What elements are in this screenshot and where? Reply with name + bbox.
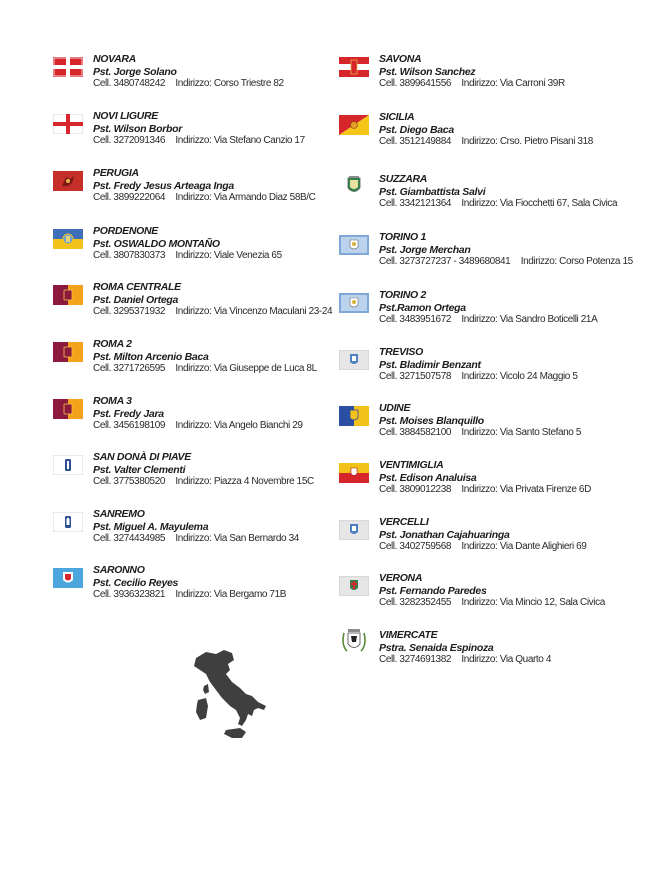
treviso-flag-icon	[339, 350, 369, 370]
phone-number[interactable]: 3274691382	[399, 654, 452, 665]
pastor-name: Pst. Valter Clementi	[93, 463, 186, 476]
address: Via Giuseppe de Luca 8L	[213, 363, 317, 374]
pastor-name: Pst. Moises Blanquillo	[379, 414, 484, 427]
city-name: VERCELLI	[379, 516, 429, 528]
phone-number[interactable]: 3899222064	[113, 192, 166, 203]
italy-map-icon	[188, 648, 270, 749]
city-name: TORINO 2	[379, 289, 426, 301]
roma-flag-icon	[53, 285, 83, 305]
san-dona-flag-icon	[53, 455, 83, 475]
city-name: VERONA	[379, 572, 423, 584]
pastor-name: Pst. Jorge Solano	[93, 65, 177, 78]
pastor-name: Pst. Fredy Jesus Arteaga Inga	[93, 179, 234, 192]
contact-details: Cell. 3809012238 Indirizzo: Via Privata Firenze 6D	[379, 484, 591, 495]
phone-number[interactable]: 3456198109	[113, 420, 166, 431]
pastor-name: Pst. Milton Arcenio Baca	[93, 350, 209, 363]
address: Via Santo Stefano 5	[499, 427, 582, 438]
address: Via Carroni 39R	[499, 78, 565, 89]
contact-details: Cell. 3807830373 Indirizzo: Viale Venezia 65	[93, 250, 282, 261]
contact-details: Cell. 3483951672 Indirizzo: Via Sandro Boticelli 21A	[379, 314, 598, 325]
pastor-name: Pst. Miguel A. Mayulema	[93, 520, 209, 533]
perugia-flag-icon	[53, 171, 83, 191]
pordenone-flag-icon	[53, 229, 83, 249]
phone-number[interactable]: 3274434985	[113, 533, 166, 544]
phone-number[interactable]: 3282352455	[399, 597, 452, 608]
city-name: UDINE	[379, 402, 411, 414]
address: Corso Potenza 15	[559, 256, 633, 267]
contact-details: Cell. 3402759568 Indirizzo: Via Dante Alighieri 69	[379, 541, 587, 552]
phone-number[interactable]: 3295371932	[113, 306, 166, 317]
contact-details: Cell. 3295371932 Indirizzo: Via Vincenzo Maculani 23-24	[93, 306, 333, 317]
contact-details: Cell. 3271726595 Indirizzo: Via Giuseppe de Luca 8L	[93, 363, 317, 374]
phone-number[interactable]: 3809012238	[399, 484, 452, 495]
contact-details: Cell. 3274691382 Indirizzo: Via Quarto 4	[379, 654, 551, 665]
novi-ligure-flag-icon	[53, 114, 83, 134]
pastor-name: Pst. Fernando Paredes	[379, 584, 487, 597]
contact-details: Cell. 3899641556 Indirizzo: Via Carroni 39R	[379, 78, 565, 89]
address: Via Quarto 4	[499, 654, 551, 665]
contact-details: Cell. 3884582100 Indirizzo: Via Santo Stefano 5	[379, 427, 582, 438]
contact-details: Cell. 3899222064 Indirizzo: Via Armando Diaz 58B/C	[93, 192, 316, 203]
pastor-name: Pst. Bladimir Benzant	[379, 358, 481, 371]
address: Viale Venezia 65	[213, 250, 282, 261]
phone-number[interactable]: 3402759568	[399, 541, 452, 552]
contact-details: Cell. 3936323821 Indirizzo: Via Bergamo 71B	[93, 589, 287, 600]
contact-details: Cell. 3456198109 Indirizzo: Via Angelo Bianchi 29	[93, 420, 303, 431]
address: Via Privata Firenze 6D	[499, 484, 591, 495]
city-name: SAVONA	[379, 53, 422, 65]
pastor-name: Pst. Jorge Merchan	[379, 243, 471, 256]
torino-flag-icon	[339, 293, 369, 313]
pastor-name: Pst. OSWALDO MONTAÑO	[93, 237, 220, 250]
contact-details: Cell. 3282352455 Indirizzo: Via Mincio 12, Sala Civica	[379, 597, 605, 608]
city-name: TORINO 1	[379, 231, 426, 243]
address: Via Vincenzo Maculani 23-24	[213, 306, 333, 317]
contact-details: Cell. 3342121364 Indirizzo: Via Fiocchetti 67, Sala Civica	[379, 198, 618, 209]
address: Via Armando Diaz 58B/C	[213, 192, 316, 203]
city-name: SANREMO	[93, 508, 145, 520]
contact-details: Cell. 3480748242 Indirizzo: Corso Triestre 82	[93, 78, 284, 89]
phone-number[interactable]: 3271507578	[399, 371, 452, 382]
pastor-name: Pst. Cecilio Reyes	[93, 576, 179, 589]
city-name: PORDENONE	[93, 225, 158, 237]
address: Crso. Pietro Pisani 318	[499, 136, 593, 147]
vimercate-crest-icon	[339, 627, 369, 655]
sicilia-flag-icon	[339, 115, 369, 135]
phone-number[interactable]: 3342121364	[399, 198, 452, 209]
pastor-name: Pst. Jonathan Cajahuaringa	[379, 528, 510, 541]
pastor-name: Pstra. Senaida Espinoza	[379, 641, 494, 654]
phone-number[interactable]: 3899641556	[399, 78, 452, 89]
city-name: ROMA CENTRALE	[93, 281, 181, 293]
pastor-name: Pst. Giambattista Salvi	[379, 185, 486, 198]
roma-flag-icon	[53, 399, 83, 419]
city-name: SUZZARA	[379, 173, 428, 185]
contact-details: Cell. 3273727237 - 3489680841 Indirizzo: Corso Potenza 15	[379, 256, 633, 267]
ventimiglia-flag-icon	[339, 463, 369, 483]
novara-flag-icon	[53, 57, 83, 77]
suzzara-crest-icon	[339, 175, 369, 197]
phone-number[interactable]: 3775380520	[113, 476, 166, 487]
contact-details: Cell. 3512149884 Indirizzo: Crso. Pietro Pisani 318	[379, 136, 593, 147]
pastor-name: Pst. Fredy Jara	[93, 407, 164, 420]
phone-number[interactable]: 3483951672	[399, 314, 452, 325]
address: Piazza 4 Novembre 15C	[213, 476, 314, 487]
pastor-name: Pst. Wilson Sanchez	[379, 65, 476, 78]
city-name: VIMERCATE	[379, 629, 438, 641]
city-name: PERUGIA	[93, 167, 139, 179]
pastor-name: Pst. Diego Baca	[379, 123, 454, 136]
roma-flag-icon	[53, 342, 83, 362]
contact-details: Cell. 3274434985 Indirizzo: Via San Bernardo 34	[93, 533, 299, 544]
saronno-flag-icon	[53, 568, 83, 588]
city-name: ROMA 2	[93, 338, 132, 350]
city-name: NOVI LIGURE	[93, 110, 158, 122]
contact-details: Cell. 3272091346 Indirizzo: Via Stefano Canzio 17	[93, 135, 305, 146]
phone-number[interactable]: 3271726595	[113, 363, 166, 374]
address: Via Stefano Canzio 17	[213, 135, 305, 146]
address: Corso Triestre 82	[213, 78, 284, 89]
address: Vicolo 24 Maggio 5	[499, 371, 578, 382]
phone-number[interactable]: 3807830373	[113, 250, 166, 261]
address: Via Bergamo 71B	[213, 589, 287, 600]
address: Via Mincio 12, Sala Civica	[499, 597, 605, 608]
address: Via Sandro Boticelli 21A	[499, 314, 598, 325]
city-name: ROMA 3	[93, 395, 132, 407]
phone-number[interactable]: 3936323821	[113, 589, 166, 600]
address: Via Angelo Bianchi 29	[213, 420, 303, 431]
pastor-name: Pst. Edison Analuisa	[379, 471, 477, 484]
pastor-name: Pst. Daniel Ortega	[93, 293, 179, 306]
city-name: SICILIA	[379, 111, 415, 123]
city-name: VENTIMIGLIA	[379, 459, 444, 471]
contact-details: Cell. 3775380520 Indirizzo: Piazza 4 Novembre 15C	[93, 476, 314, 487]
phone-number[interactable]: 3273727237 - 3489680841	[399, 256, 511, 267]
phone-number[interactable]: 3512149884	[399, 136, 452, 147]
contact-details: Cell. 3271507578 Indirizzo: Vicolo 24 Maggio 5	[379, 371, 578, 382]
pastor-name: Pst.Ramon Ortega	[379, 301, 466, 314]
city-name: NOVARA	[93, 53, 136, 65]
phone-number[interactable]: 3272091346	[113, 135, 166, 146]
address: Via Dante Alighieri 69	[499, 541, 587, 552]
address: Via San Bernardo 34	[213, 533, 299, 544]
city-name: TREVISO	[379, 346, 423, 358]
sanremo-flag-icon	[53, 512, 83, 532]
verona-flag-icon	[339, 576, 369, 596]
udine-flag-icon	[339, 406, 369, 426]
pastor-name: Pst. Wilson Borbor	[93, 122, 183, 135]
city-name: SARONNO	[93, 564, 145, 576]
phone-number[interactable]: 3884582100	[399, 427, 452, 438]
city-name: SAN DONÀ DI PIAVE	[93, 451, 191, 463]
phone-number[interactable]: 3480748242	[113, 78, 166, 89]
address: Via Fiocchetti 67, Sala Civica	[499, 198, 618, 209]
savona-flag-icon	[339, 57, 369, 77]
torino-flag-icon	[339, 235, 369, 255]
vercelli-flag-icon	[339, 520, 369, 540]
